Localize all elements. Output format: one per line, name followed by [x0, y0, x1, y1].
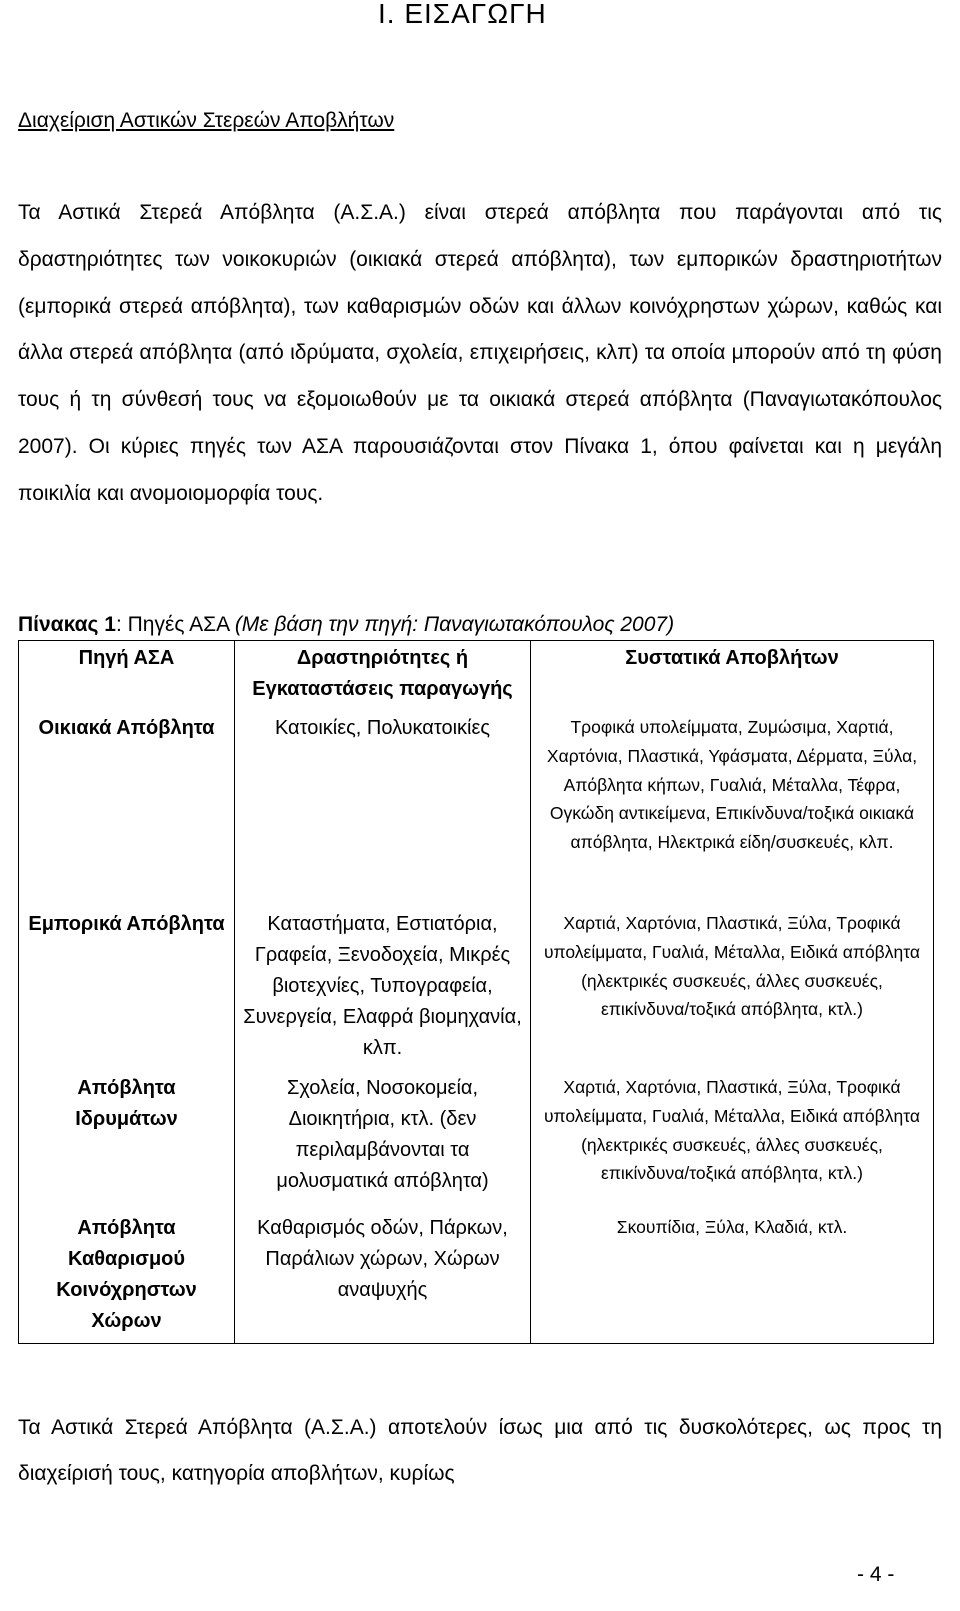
table-caption-sep: :: [115, 613, 128, 636]
table-row: [19, 711, 934, 907]
table-cell-activities: Κατοικίες, Πολυκατοικίες: [235, 711, 531, 907]
table-cell-components: Τροφικά υπολείμματα, Ζυμώσιμα, Χαρτιά, Χαρτόνια, Πλαστικά, Υφάσματα, Δέρματα, Ξύλα, Απόβλητα κήπων, Γυαλιά, Μέταλλα, Τέφρα, Ογκώδη αντικείμενα, Επικίνδυνα/τοξικά οικιακά απόβλητα, Ηλεκτρικά είδη/συσκευές, κλπ.: [531, 711, 934, 907]
table-row: [19, 907, 934, 1071]
table-caption: [18, 610, 674, 640]
page-number: - 4 -: [857, 1563, 895, 1586]
table-row: [19, 1211, 934, 1344]
chapter-title: Ι. ΕΙΣΑΓΩΓΗ: [378, 0, 547, 29]
table-cell-components: Χαρτιά, Χαρτόνια, Πλαστικά, Ξύλα, Τροφικά υπολείμματα, Γυαλιά, Μέταλλα, Ειδικά απόβλητα (ηλεκτρικές συσκευές, άλλες συσκευές, επικίνδυνα/τοξικά απόβλητα, κτλ.): [531, 1071, 934, 1211]
closing-paragraph-text: Τα Αστικά Στερεά Απόβλητα (Α.Σ.Α.) αποτελούν ίσως μια από τις δυσκολότερες, ως προς τη διαχείρισή τους, κατηγορία αποβλήτων, κυρίως: [18, 1416, 948, 1485]
intro-paragraph-text: Τα Αστικά Στερεά Απόβλητα (Α.Σ.Α.) είναι στερεά απόβλητα που παράγονται από τις δραστηριότητες των νοικοκυριών (οικιακά στερεά απόβλητα), των εμπορικών δραστηριοτήτων (εμπορικά στερεά απόβλητα), των καθαρισμών οδών και άλλων κοινόχρηστων χώρων, καθώς και άλλα στερεά απόβλητα (από ιδρύματα, σχολεία, επιχειρήσεις, κλπ) τα οποία μπορούν από τη φύση τους ή τη σύνθεσή τους να εξομοιωθούν με τα οικιακά στερεά απόβλητα (Παναγιωτακόπουλος 2007). Οι κύριες πηγές των ΑΣΑ παρουσιάζονται στον Πίνακα 1, όπου φαίνεται και η μεγάλη ποικιλία και ανομοιομορφία τους.: [18, 201, 948, 505]
table-caption-label: Πίνακας 1: [18, 613, 116, 636]
table-cell-source: Απόβλητα Καθαρισμού Κοινόχρηστων Χώρων: [19, 1211, 235, 1344]
intro-paragraph: [18, 190, 948, 518]
sources-table: [18, 640, 934, 1344]
table-cell-source: Οικιακά Απόβλητα: [19, 711, 235, 907]
table-row: [19, 1071, 934, 1211]
closing-paragraph: [18, 1405, 948, 1497]
table-cell-components: Χαρτιά, Χαρτόνια, Πλαστικά, Ξύλα, Τροφικά υπολείμματα, Γυαλιά, Μέταλλα, Ειδικά απόβλητα (ηλεκτρικές συσκευές, άλλες συσκευές, επικίνδυνα/τοξικά απόβλητα, κτλ.): [531, 907, 934, 1071]
table-caption-title: Πηγές ΑΣΑ: [127, 613, 235, 636]
section-title: Διαχείριση Αστικών Στερεών Αποβλήτων: [18, 109, 395, 132]
table-cell-activities: Καταστήματα, Εστιατόρια, Γραφεία, Ξενοδοχεία, Μικρές βιοτεχνίες, Τυπογραφεία, Συνεργεία, Ελαφρά βιομηχανία, κλπ.: [235, 907, 531, 1071]
table-header-row: [19, 641, 934, 712]
table-header-source: Πηγή ΑΣΑ: [19, 641, 235, 712]
table-cell-source: Απόβλητα Ιδρυμάτων: [19, 1071, 235, 1211]
table-header-components: Συστατικά Αποβλήτων: [531, 641, 934, 712]
table-cell-activities: Καθαρισμός οδών, Πάρκων, Παράλιων χώρων, Χώρων αναψυχής: [235, 1211, 531, 1344]
table-cell-activities: Σχολεία, Νοσοκομεία, Διοικητήρια, κτλ. (δεν περιλαμβάνονται τα μολυσματικά απόβλητα): [235, 1071, 531, 1211]
table-header-activities: Δραστηριότητες ή Εγκαταστάσεις παραγωγής: [235, 641, 531, 712]
table-cell-components: Σκουπίδια, Ξύλα, Κλαδιά, κτλ.: [531, 1211, 934, 1344]
table-caption-source: (Με βάση την πηγή: Παναγιωτακόπουλος 2007): [234, 613, 675, 636]
table-cell-source: Εμπορικά Απόβλητα: [19, 907, 235, 1071]
